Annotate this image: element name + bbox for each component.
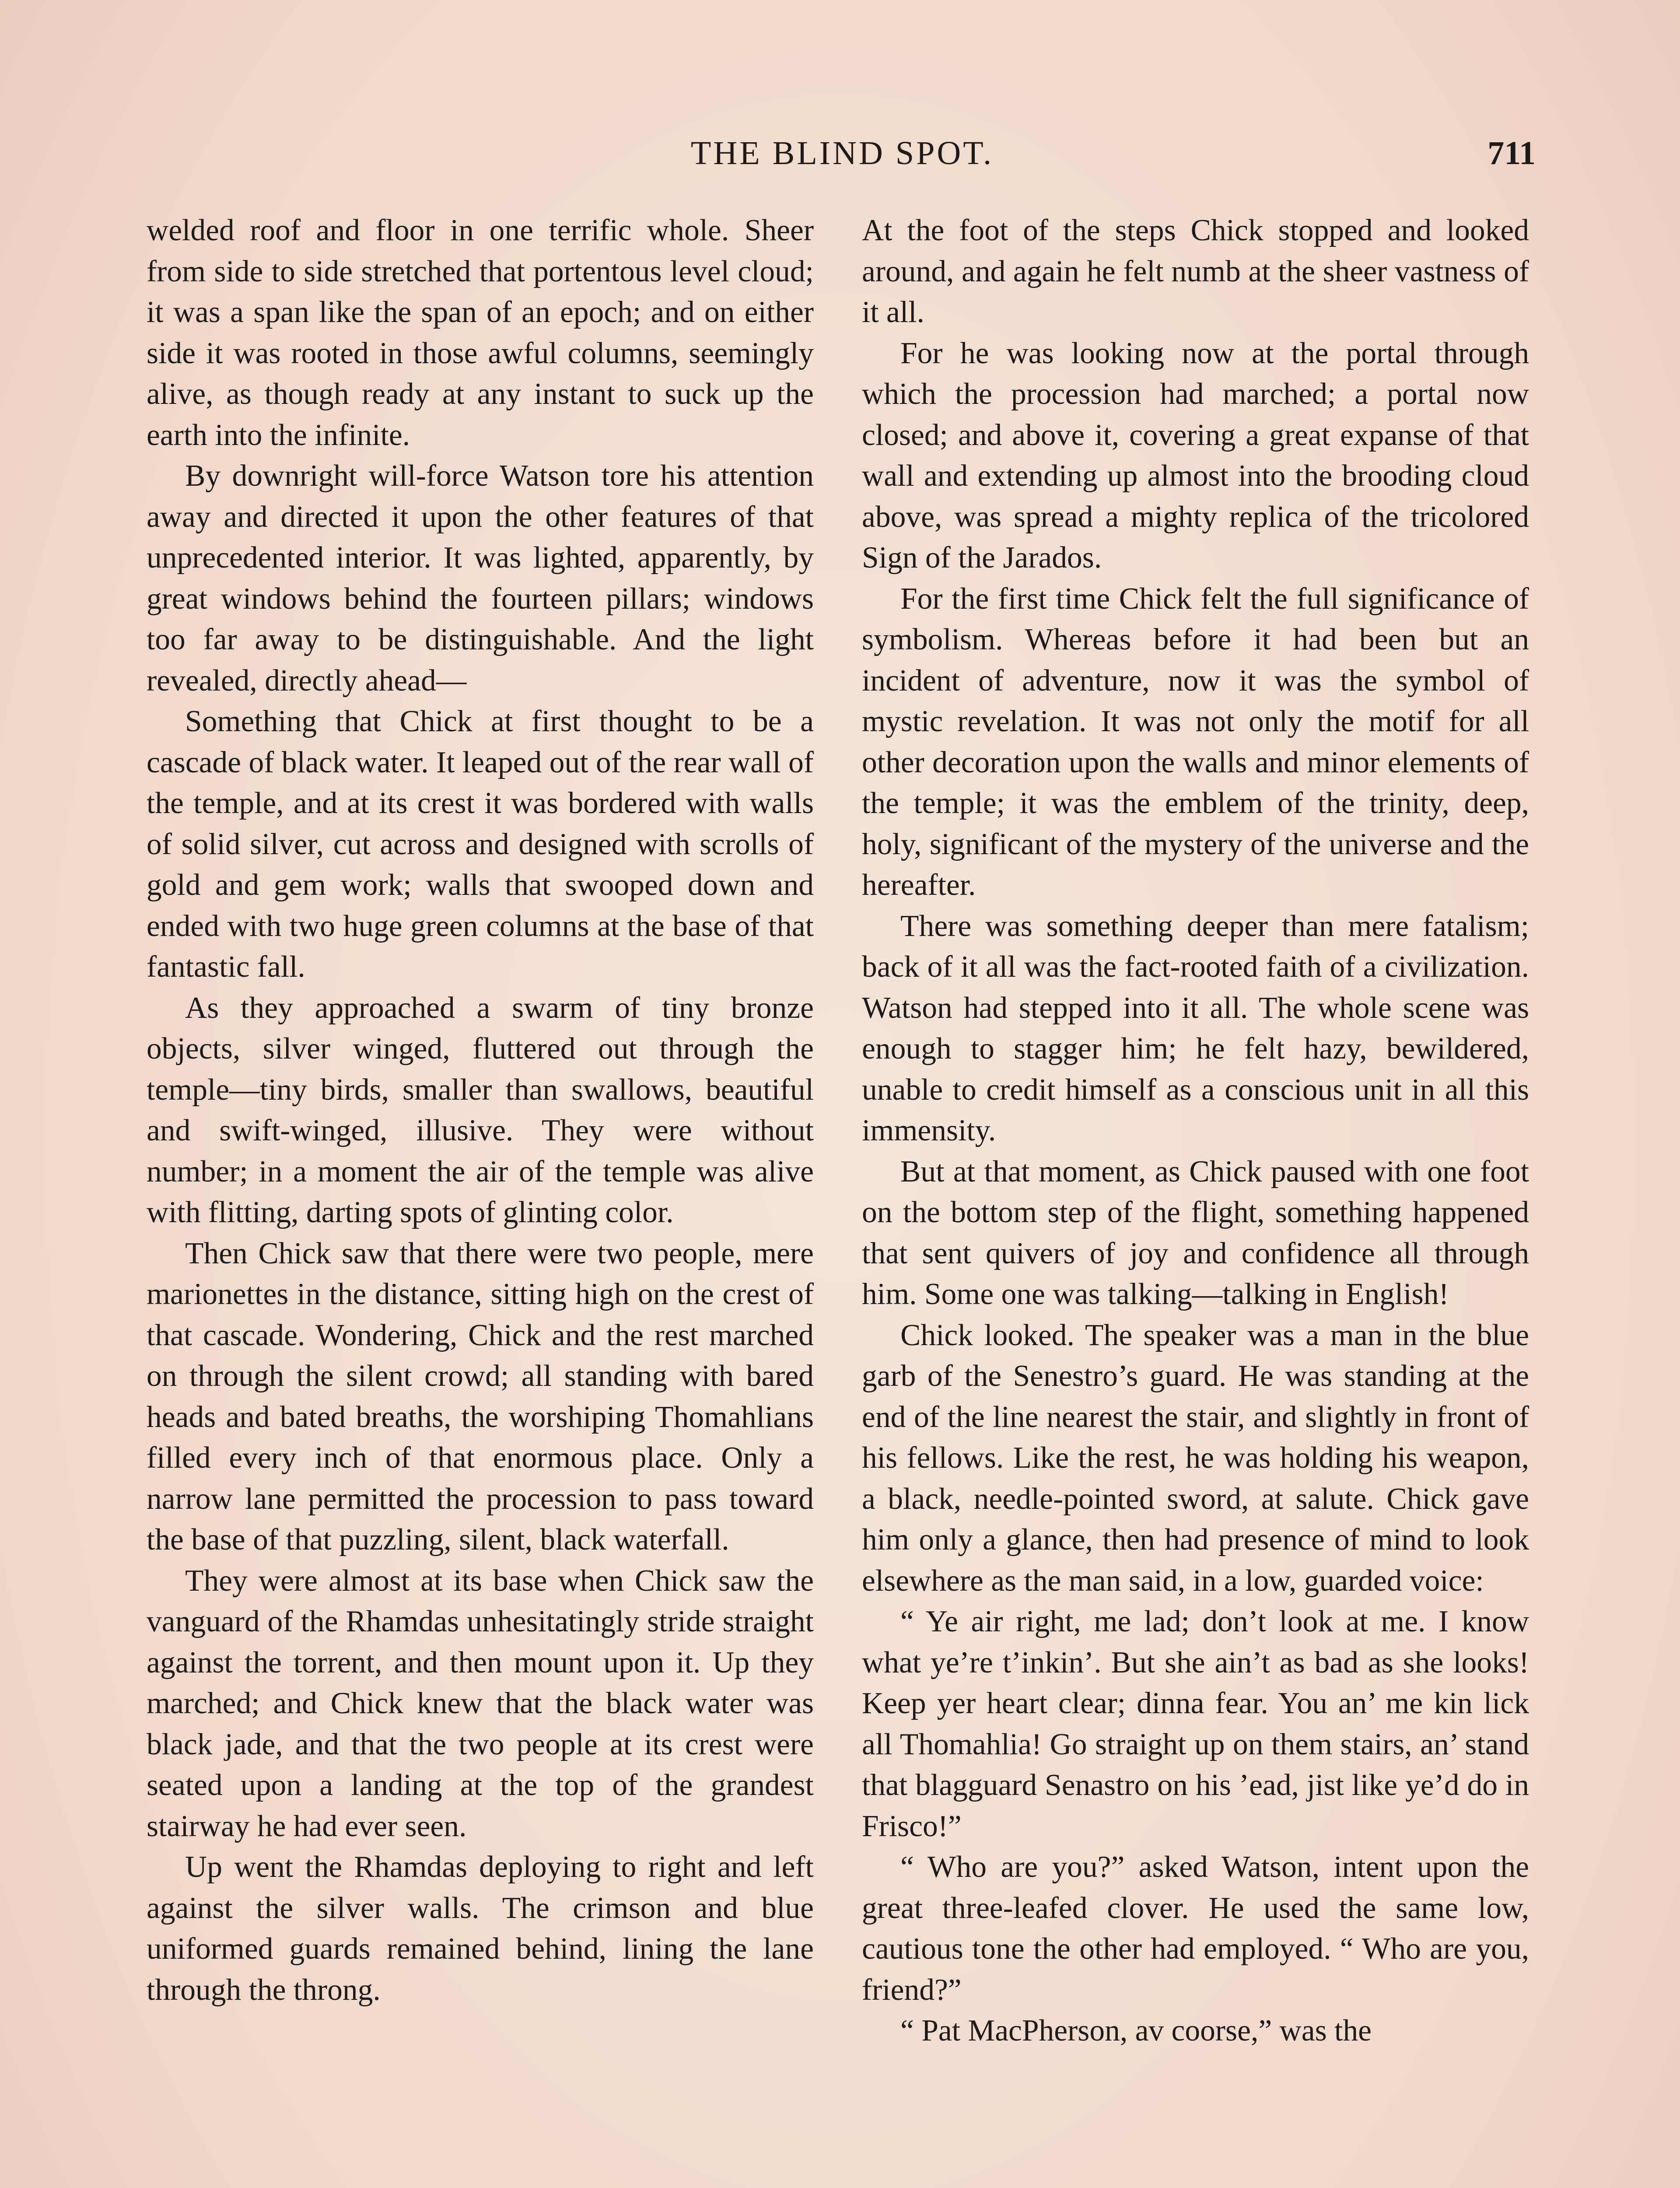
- paragraph: “ Who are you?” asked Watson, intent upon the great three-leafed clover. He used the same low, cautious tone the other had employed. “ Who are you, friend?”: [862, 1850, 1529, 2007]
- paragraph: For he was looking now at the portal through which the procession had marched; a portal now closed; and above it, covering a great expanse of that wall and extending up almost into the brooding cloud above, was spread a mighty replica of the tricolored Sign of the Jarados.: [862, 336, 1529, 575]
- running-title: THE BLIND SPOT.: [690, 135, 994, 172]
- running-head: [149, 131, 1536, 184]
- paragraph: But at that moment, as Chick paused with one foot on the bottom step of the flight, something happened that sent quivers of joy and confidence all through him. Some one was talking—talking in English!: [862, 1154, 1529, 1311]
- paragraph: As they approached a swarm of tiny bronze objects, silver winged, fluttered out through the temple—tiny birds, smaller than swallows, beautiful and swift-winged, illusive. They were without number; in a moment the air of the temple was alive with flitting, darting spots of glinting color.: [147, 991, 814, 1229]
- paragraph: By downright will-force Watson tore his attention away and directed it upon the other features of that unprecedented interior. It was lighted, apparently, by great windows behind the fourteen pillars; windows too far away to be distinguishable. And the light revealed, directly ahead—: [147, 459, 814, 698]
- paragraph: They were almost at its base when Chick saw the vanguard of the Rhamdas unhesitatingly stride straight against the torrent, and then mount upon it. Up they marched; and Chick knew that the black water was black jade, and that the two people at its crest were seated upon a landing at the top of the grandest stairway he had ever seen.: [147, 1564, 814, 1843]
- paragraph: At the foot of the steps Chick stopped and looked around, and again he felt numb at the sheer vastness of it all.: [862, 214, 1529, 329]
- left-column: [147, 210, 814, 2010]
- paragraph: Something that Chick at first thought to be a cascade of black water. It leaped out of the rear wall of the temple, and at its crest it was bordered with walls of solid silver, cut across and designed with scrolls of gold and gem work; walls that swooped down and ended with two huge green columns at the base of that fantastic fall.: [147, 705, 814, 984]
- paragraph: “ Ye air right, me lad; don’t look at me. I know what ye’re t’inkin’. But she ain’t as bad as she looks! Keep yer heart clear; dinna fear. You an’ me kin lick all Thomahlia! Go straight up on them stairs, an’ stand that blagguard Senastro on his ’ead, jist like ye’d do in Frisco!”: [862, 1605, 1529, 1843]
- page-number: 711: [1488, 135, 1536, 172]
- paragraph: “ Pat MacPherson, av coorse,” was the: [900, 2014, 1372, 2048]
- right-column: [862, 210, 1529, 2051]
- paragraph: Chick looked. The speaker was a man in the blue garb of the Senestro’s guard. He was standing at the end of the line nearest the stair, and slightly in front of his fellows. Like the rest, he was holding his weapon, a black, needle-pointed sword, at salute. Chick gave him only a glance, then had presence of mind to look elsewhere as the man said, in a low, guarded voice:: [862, 1318, 1529, 1598]
- paragraph: For the first time Chick felt the full significance of symbolism. Whereas before it had been but an incident of adventure, now it was the symbol of mystic revelation. It was not only the motif for all other decoration upon the walls and minor elements of the temple; it was the emblem of the trinity, deep, holy, significant of the mystery of the universe and the hereafter.: [862, 582, 1529, 902]
- paragraph: Up went the Rhamdas deploying to right and left against the silver walls. The crimson and blue uniformed guards remained behind, lining the lane through the throng.: [147, 1850, 814, 2007]
- paragraph: welded roof and floor in one terrific whole. Sheer from side to side stretched that portentous level cloud; it was a span like the span of an epoch; and on either side it was rooted in those awful columns, seemingly alive, as though ready at any instant to suck up the earth into the infinite.: [147, 214, 814, 452]
- paragraph: There was something deeper than mere fatalism; back of it all was the fact-rooted faith of a civilization. Watson had stepped into it all. The whole scene was enough to stagger him; he felt hazy, bewildered, unable to credit himself as a conscious unit in all this immensity.: [862, 909, 1529, 1147]
- paragraph: Then Chick saw that there were two people, mere marionettes in the distance, sitting high on the crest of that cascade. Wondering, Chick and the rest marched on through the silent crowd; all standing with bared heads and bated breaths, the worshiping Thomahlians filled every inch of that enormous place. Only a narrow lane permitted the procession to pass toward the base of that puzzling, silent, black waterfall.: [147, 1236, 814, 1557]
